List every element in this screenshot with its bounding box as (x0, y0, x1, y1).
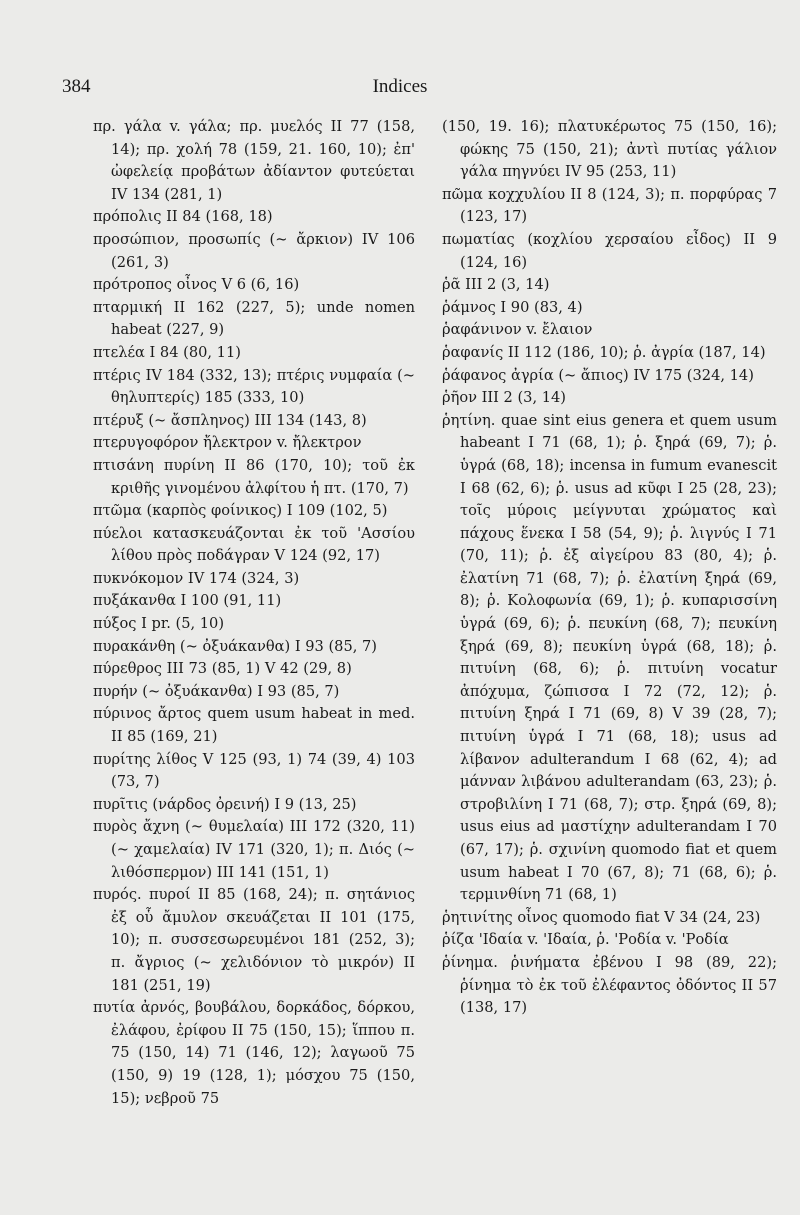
index-entry: ῥῆον III 2 (3, 14) (442, 389, 566, 407)
index-entry: πυξάκανθα I 100 (91, 11) (93, 592, 282, 610)
index-entry: ῥαφανίς II 112 (186, 10); ῥ. ἀγρία (187, 14) (442, 343, 766, 361)
left-column (93, 116, 415, 1110)
index-entry: ῥᾶ III 2 (3, 14) (442, 276, 550, 294)
index-entry: ῥάφανος ἀγρία (~ ἄπιος) IV 175 (324, 14) (442, 366, 754, 384)
index-entry: πτερυγοφόρον ἤλεκτρον v. ἤλεκτρον (93, 434, 362, 452)
index-entry: πτελέα I 84 (80, 11) (93, 343, 241, 361)
index-entry: πτέρις IV 184 (332, 13); πτέρις νυμφαία (~ θηλυπτερίς) 185 (333, 10) (93, 366, 415, 407)
index-entry: ῥητινίτης οἶνος quomodo fiat V 34 (24, 23) (442, 908, 761, 926)
index-entry: ῥαφάνινον v. ἔλαιον (442, 321, 593, 339)
index-entry: πωματίας (κοχλίου χερσαίου εἶδος) II 9 (124, 16) (442, 230, 777, 271)
index-entry: πυρίτης λίθος V 125 (93, 1) 74 (39, 4) 103 (73, 7) (93, 750, 415, 791)
index-entry: ῥίνημα. ῥινήματα ἐβένου I 98 (89, 22); ῥίνημα τὸ ἐκ τοῦ ἐλέφαντος ὀδόντος II 57 (138, 17) (442, 953, 777, 1017)
index-entry: ῥίζα 'Ιδαία v. 'Ιδαία, ῥ. 'Ροδία v. 'Ροδία (442, 931, 729, 949)
index-entry: προσώπιον, προσωπίς (~ ἄρκιον) IV 106 (261, 3) (93, 230, 415, 271)
page-number: 384 (62, 76, 91, 97)
index-entry: πυρός. πυροί II 85 (168, 24); π. σητάνιος ἐξ οὗ ἄμυλον σκευάζεται II 101 (175, 10); π. συσσεσωρευμένοι 181 (252, 3); π. ἄγριος (~ χελιδόνιον τὸ μικρόν) II 181 (251, 19) (93, 886, 415, 994)
index-entry: πταρμική II 162 (227, 5); unde nomen habeat (227, 9) (93, 298, 415, 339)
index-entry: πυρῖτις (νάρδος ὀρεινή) I 9 (13, 25) (93, 795, 357, 813)
index-entry: πύελοι κατασκευάζονται ἐκ τοῦ 'Ασσίου λίθου πρὸς ποδάγραν V 124 (92, 17) (93, 524, 415, 565)
index-entry: πυκνόκομον IV 174 (324, 3) (93, 569, 300, 587)
index-entry: ῥητίνη. quae sint eius genera et quem usum habeant I 71 (68, 1); ῥ. ξηρά (69, 7); ῥ. ὑγρά (68, 18); incensa in fumum evanescit I 68 (62, 6); ῥ. usus ad κῦφι I 25 (28, 23); τοῖς μύροις μείγνυται χρώματος καὶ πάχους ἕνεκα I 58 (54, 9); ῥ. λιγνύς I 71 (70, 11); ῥ. ἐξ αἰγείρου 83 (80, 4); ῥ. ἐλατίνη 71 (68, 7); ῥ. ἐλατίνη ξηρά (69, 8); ῥ. Κολοφωνία (69, 1); ῥ. κυπαρισσίνη ὑγρά (69, 6); ῥ. πευκίνη (68, 7); πευκίνη ξηρά (69, 8); πευκίνη ὑγρά (68, 18); ῥ. πιτυίνη (68, 6); ῥ. πιτυίνη vocatur ἀπόχυμα, ζώπισσα I 72 (72, 12); ῥ. πιτυίνη ξηρά I 71 (69, 8) V 39 (28, 7); πιτυίνη ὑγρά I 71 (68, 18); usus ad λίβανον adulterandum I 68 (62, 4); ad μάνναν λιβάνου adulterandam (63, 23); ῥ. στροβιλίνη I 71 (68, 7); στρ. ξηρά (69, 8); usus eius ad μαστίχην adulterandam I 70 (67, 17); ῥ. σχινίνη quomodo fiat et quem usum habeat I 70 (67, 8); 71 (68, 6); ῥ. τερμινθίνη 71 (68, 1) (442, 411, 777, 904)
running-title: Indices (372, 76, 428, 97)
index-entry: πύρινος ἄρτος quem usum habeat in med. II 85 (169, 21) (93, 705, 415, 746)
index-entry: πτέρυξ (~ ἄσπληνος) III 134 (143, 8) (93, 411, 367, 429)
index-entry: ῥάμνος I 90 (83, 4) (442, 298, 583, 316)
index-entry: πρότροπος οἶνος V 6 (6, 16) (93, 276, 300, 294)
index-entry: πύξος I pr. (5, 10) (93, 615, 225, 633)
index-entry: πυτία ἀρνός, βουβάλου, δορκάδος, δόρκου, ἐλάφου, ἐρίφου II 75 (150, 15); ἵππου π. 75 (150, 14) 71 (146, 12); λαγωοῦ 75 (150, 9) 19 (128, 1); μόσχου 75 (150, 15); νεβροῦ 75 (93, 999, 415, 1107)
index-entry: πυρήν (~ ὀξυάκανθα) I 93 (85, 7) (93, 682, 340, 700)
index-entry: (150, 19. 16); πλατυκέρωτος 75 (150, 16); φώκης 75 (150, 21); ἀντὶ πυτίας γάλιον γάλα πηγνύει IV 95 (253, 11) (442, 118, 777, 181)
index-entry: πτισάνη πυρίνη II 86 (170, 10); τοῦ ἐκ κριθῆς γινομένου ἀλφίτου ἡ πτ. (170, 7) (93, 456, 415, 497)
index-entry: πύρεθρος III 73 (85, 1) V 42 (29, 8) (93, 660, 352, 678)
index-entry: πυρὸς ἄχνη (~ θυμελαία) III 172 (320, 11) (~ χαμελαία) IV 171 (320, 1); π. Διός (~ λιθόσπερμον) III 141 (151, 1) (93, 818, 415, 881)
index-entry: πρόπολις II 84 (168, 18) (93, 208, 273, 226)
right-column (442, 116, 777, 1020)
index-entry: πτῶμα (καρπὸς φοίνικος) I 109 (102, 5) (93, 502, 388, 520)
index-entry: πρ. γάλα v. γάλα; πρ. μυελός II 77 (158, 14); πρ. χολή 78 (159, 21. 160, 10); ἐπ' ὠφελείᾳ προβάτων ἀδίαντον φυτεύεται IV 134 (281, 1) (93, 118, 415, 203)
index-entry: πυρακάνθη (~ ὀξυάκανθα) I 93 (85, 7) (93, 637, 377, 655)
index-entry: πῶμα κοχχυλίου II 8 (124, 3); π. πορφύρας 7 (123, 17) (442, 185, 777, 226)
